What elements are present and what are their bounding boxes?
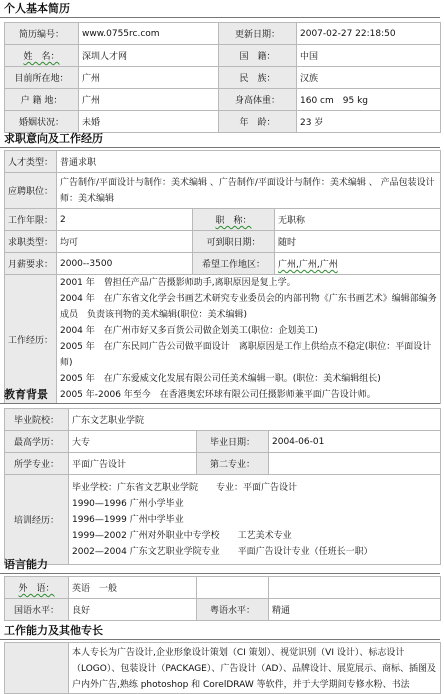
training-label: 培训经历： (5, 475, 69, 565)
cantonese-value: 精通 (269, 599, 441, 621)
language-table (4, 576, 441, 621)
training-item: 1990—1996 广州小学毕业 (72, 498, 184, 509)
training-item: 2002—2004 广东文艺职业学院专业 平面广告设计专业（任班长一职） (72, 546, 373, 557)
talent-type-value: 普通求职 (57, 151, 441, 173)
experience-label: 工作经历： (5, 275, 57, 404)
cantonese-label: 粤语水平： (197, 599, 269, 621)
intent-table (4, 150, 441, 404)
marital-value: 未婚 (79, 111, 219, 133)
position-value: 广告制作/平面设计与制作：美术编辑 、广告制作/平面设计与制作：美术编辑 、 产品包装设计师：美术编辑 (57, 173, 441, 209)
section-basic-heading: 个人基本简历 (0, 0, 440, 18)
hukou-value: 广州 (79, 89, 219, 111)
job-type-label: 求职类型： (5, 231, 57, 253)
title-label: 职 称： (193, 209, 275, 231)
skills-label (5, 643, 69, 694)
experience-item: 2005 年 在广东民同广告公司做平面设计 离职原因是工作上供给点不稳定(职位：平面设计师) (60, 342, 432, 368)
training-item: 1996—1999 广州中学毕业 (72, 514, 184, 525)
age-label: 年 龄： (219, 111, 297, 133)
education-table (4, 408, 441, 565)
major-value: 平面广告设计 (69, 453, 197, 475)
empty-cell (197, 577, 269, 599)
nationality-value: 中国 (297, 45, 441, 67)
years-value: 2 (57, 209, 193, 231)
school-value: 广东文艺职业学院 (69, 409, 441, 431)
ethnicity-value: 汉族 (297, 67, 441, 89)
current-location-value: 广州 (79, 67, 219, 89)
job-type-value: 均可 (57, 231, 193, 253)
start-date-value: 随时 (275, 231, 441, 253)
mandarin-value: 良好 (69, 599, 197, 621)
mandarin-label: 国语水平： (5, 599, 69, 621)
major-label: 所学专业： (5, 453, 69, 475)
skills-value: 本人专长为广告设计,企业形象设计策划（CI 策划）、视觉识别（VI 设计）、标志设计（LOGO）、包装设计（PACKAGE）、广告设计（AD）、品牌设计、展览展示、商标、插图及户内外广告,熟练 photoshop 和 CorelDRAW 等软件，并于大学期间专修水粉、书法 (69, 643, 441, 694)
experience-item: 2004 年 在广州市好又多百货公司做企划美工(职位：企划美工) (60, 326, 318, 336)
section-intent-heading: 求职意向及工作经历 (0, 130, 440, 148)
resume-no-label: 简历编号： (5, 23, 79, 45)
degree-label: 最高学历： (5, 431, 69, 453)
salary-value: 2000--3500 (57, 253, 193, 275)
region-value: 广州,广州,广州 (275, 253, 441, 275)
degree-value: 大专 (69, 431, 197, 453)
talent-type-label: 人才类型： (5, 151, 57, 173)
current-location-label: 目前所在地： (5, 67, 79, 89)
basic-info-table (4, 22, 441, 133)
training-item: 1999—2002 广州对外职业中专学校 工艺美术专业 (72, 530, 292, 541)
nationality-label: 国 籍： (219, 45, 297, 67)
experience-item: 2005 年 在广东爱威文化发展有限公司任美术编辑一职。(职位：美术编辑组长) (60, 374, 381, 384)
resume-no-value: www.0755rc.com (79, 23, 219, 45)
experience-item: 2004 年 在广东省文化学会书画艺术研究专业委员会的内部刊物《广东书画艺术》编辑部编务成员 负责该刊物的美术编辑(职位：美术编辑) (60, 294, 437, 320)
name-value: 深圳人才网 (79, 45, 219, 67)
height-weight-label: 身高体重： (219, 89, 297, 111)
position-label: 应聘职位： (5, 173, 57, 209)
grad-date-label: 毕业日期： (197, 431, 269, 453)
training-value (69, 475, 441, 565)
start-date-label: 可到职日期： (193, 231, 275, 253)
foreign-language-label: 外 语： (5, 577, 69, 599)
years-label: 工作年限： (5, 209, 57, 231)
section-language-heading: 语言能力 (0, 556, 440, 574)
marital-label: 婚姻状况： (5, 111, 79, 133)
experience-item: 2001 年 曾担任产品广告摄影师助手,离职原因是复上学。 (60, 278, 296, 288)
section-skills-heading: 工作能力及其他专长 (0, 622, 440, 640)
salary-label: 月薪要求： (5, 253, 57, 275)
school-label: 毕业院校： (5, 409, 69, 431)
empty-cell (269, 577, 441, 599)
training-item: 毕业学校：广东省文艺职业学院 专业：平面广告设计 (72, 482, 298, 493)
updated-value: 2007-02-27 22:18:50 (297, 23, 441, 45)
grad-date-value: 2004-06-01 (269, 431, 441, 453)
second-major-label: 第二专业： (197, 453, 269, 475)
region-label: 希望工作地区： (193, 253, 275, 275)
updated-label: 更新日期： (219, 23, 297, 45)
second-major-value (269, 453, 441, 475)
experience-item: 2005 年-2006 年至今 在香港奥宏环球有限公司任摄影师兼平面广告设计师。 (60, 390, 376, 400)
name-label: 姓 名： (5, 45, 79, 67)
height-weight-value: 160 cm 95 kg (297, 89, 441, 111)
experience-value (57, 275, 441, 404)
hukou-label: 户 籍 地： (5, 89, 79, 111)
section-education-heading: 教育背景 (0, 386, 440, 404)
foreign-language-value: 英语 一般 (69, 577, 197, 599)
title-value: 无职称 (275, 209, 441, 231)
age-value: 23 岁 (297, 111, 441, 133)
ethnicity-label: 民 族： (219, 67, 297, 89)
skills-table (4, 642, 441, 694)
